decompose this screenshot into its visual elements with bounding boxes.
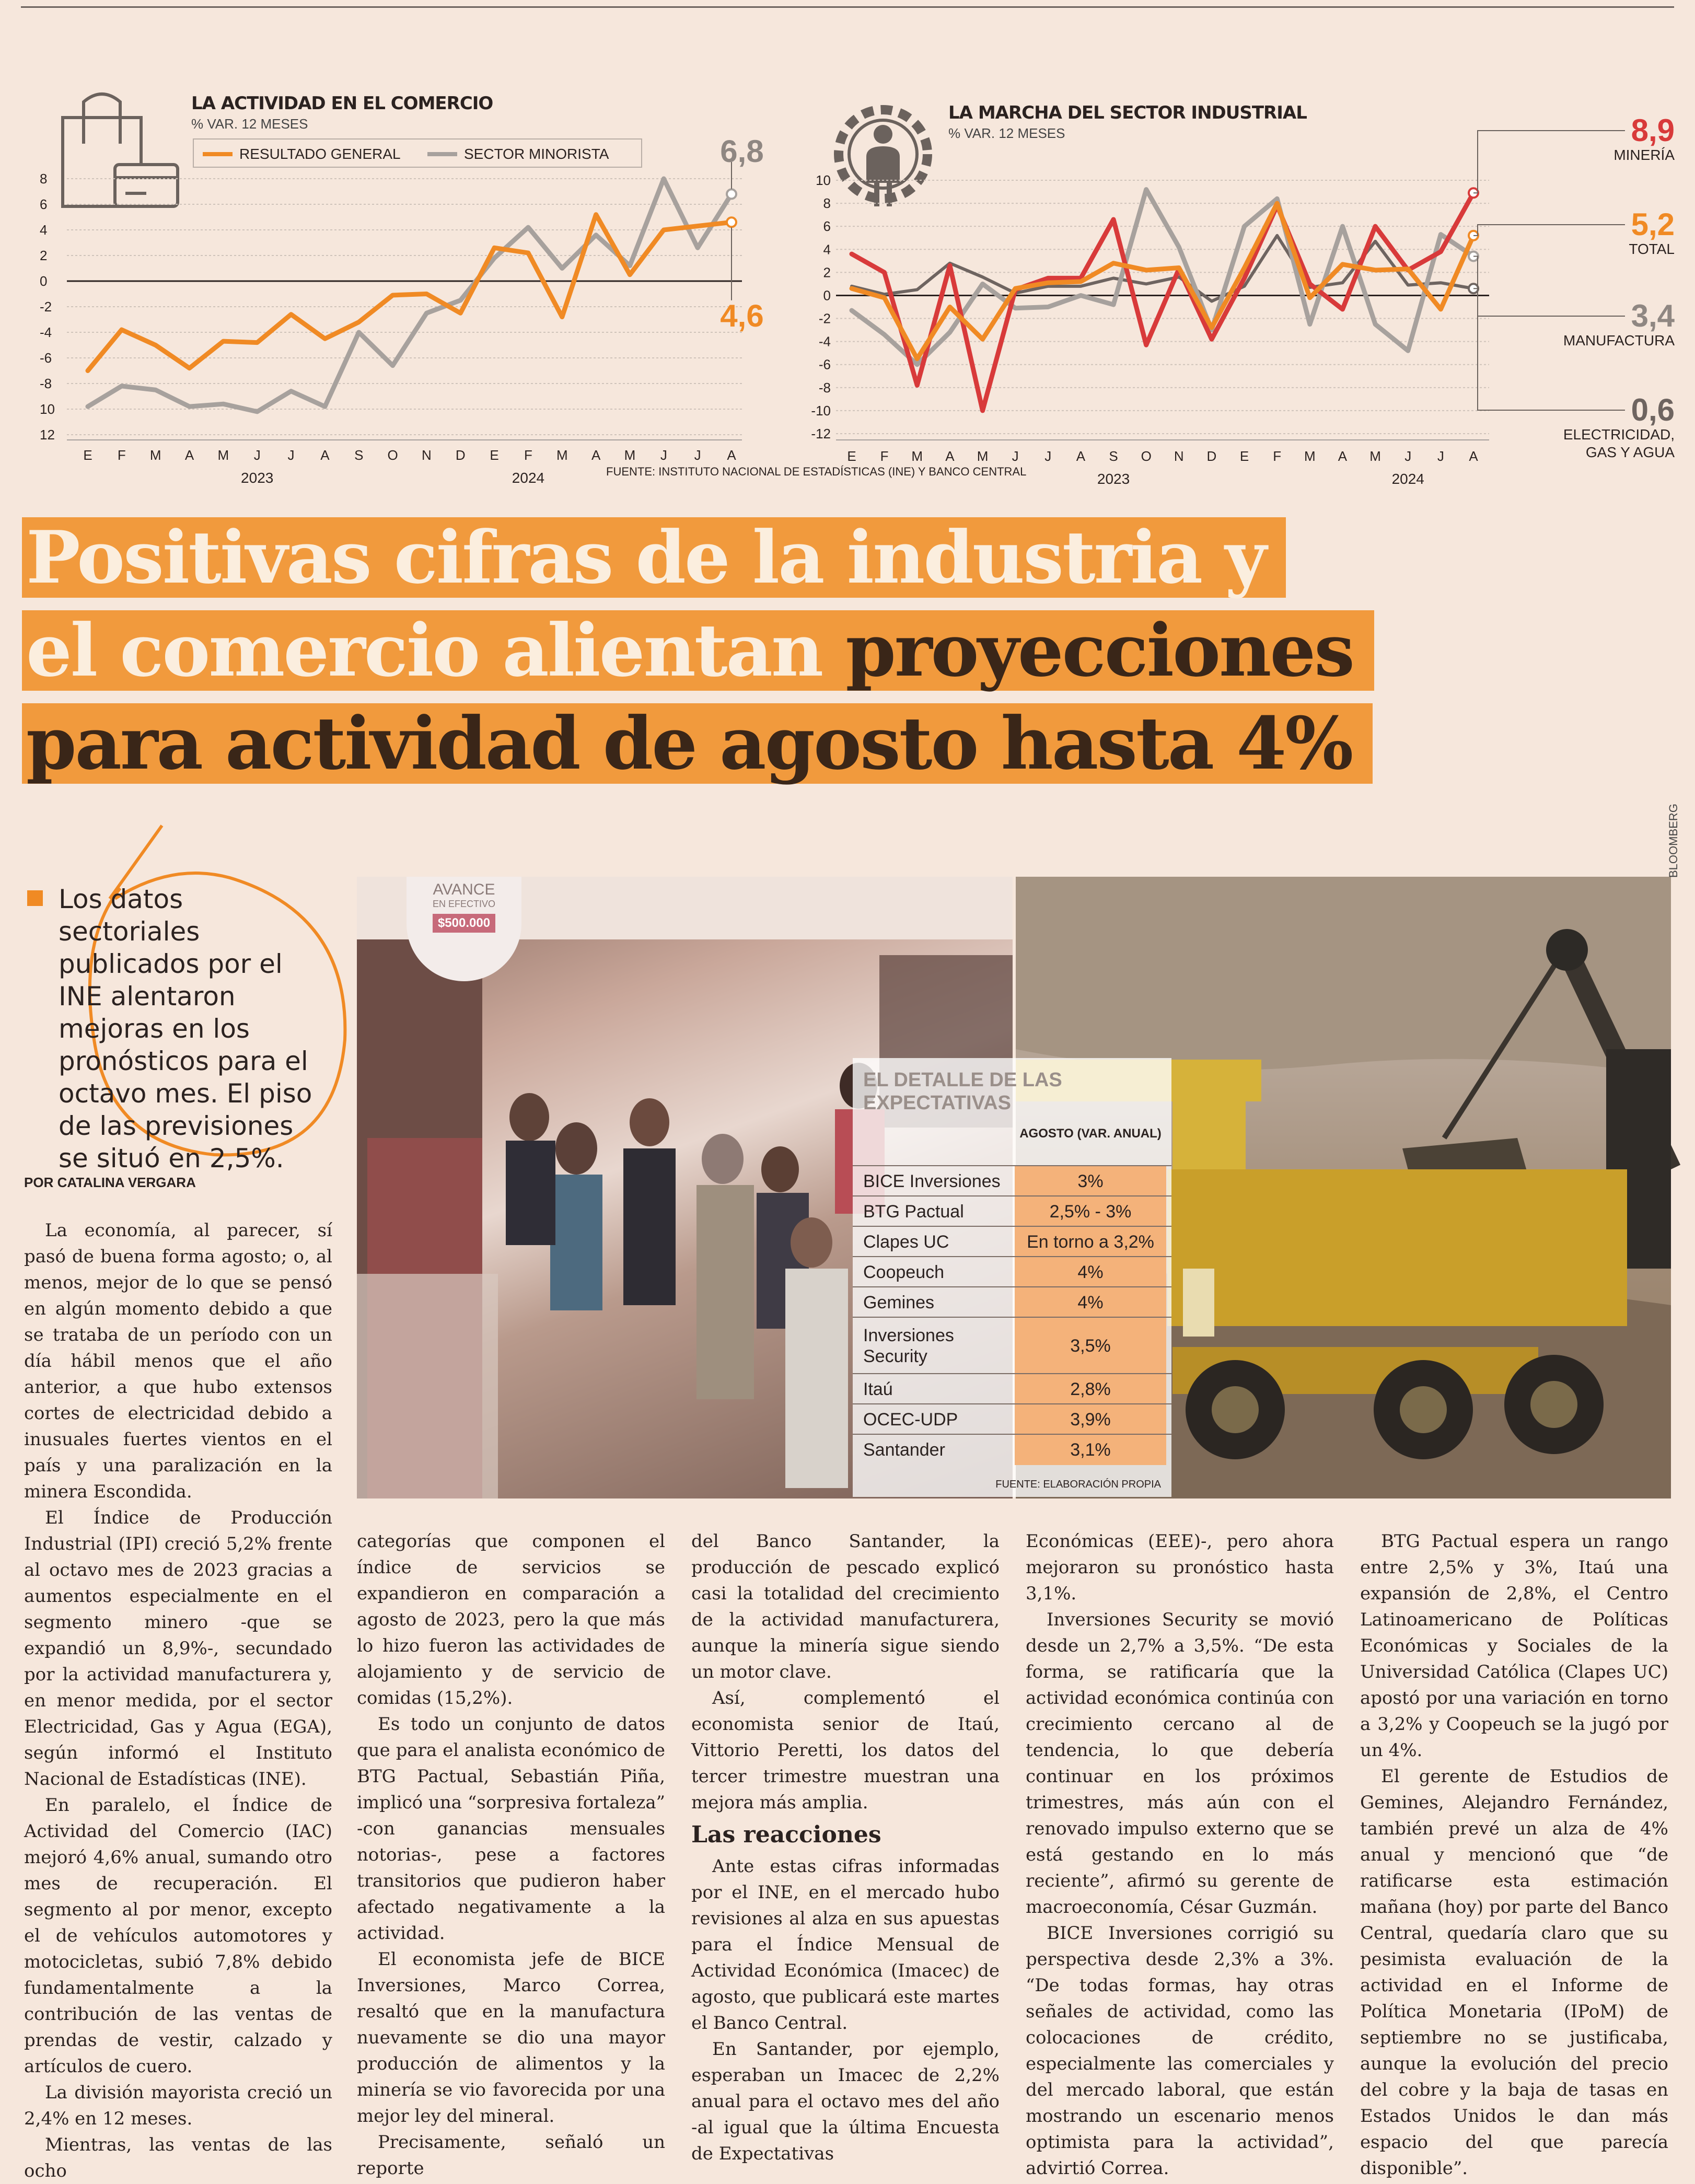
headline-line-2b: proyecciones bbox=[845, 608, 1353, 693]
y-tick-label: 6 bbox=[823, 218, 831, 235]
x-tick-label: E bbox=[490, 447, 499, 463]
y-tick-label: -8 bbox=[40, 376, 52, 391]
table-row-value: 2,8% bbox=[1015, 1374, 1166, 1404]
commerce-chart-subtitle: % VAR. 12 MESES bbox=[191, 116, 308, 132]
end-label-value-total: 5,2 bbox=[1631, 207, 1675, 242]
article-column-3 bbox=[691, 1528, 1000, 2167]
paragraph: Económicas (EEE)-, pero ahora mejoraron su pronóstico hasta 3,1%. bbox=[1026, 1531, 1334, 1604]
x-tick-label: D bbox=[1206, 448, 1217, 464]
y-tick-label: -10 bbox=[811, 402, 831, 419]
industry-chart-title: LA MARCHA DEL SECTOR INDUSTRIAL bbox=[948, 102, 1307, 123]
legend-label-minorista: SECTOR MINORISTA bbox=[464, 146, 609, 162]
table-row-value: 3,5% bbox=[1015, 1318, 1166, 1374]
end-label-value-mineria: 8,9 bbox=[1631, 113, 1675, 148]
table-row bbox=[853, 1434, 1171, 1465]
paragraph: Es todo un conjunto de datos que para el analista económico de BTG Pactual, Sebastián Piña, implicó una “sorpresiva fortaleza” -con ganancias mensuales notorias-, pese a factores transitorios que pudieron haber afectado negativamente a la actividad. bbox=[357, 1714, 665, 1944]
x-tick-label: A bbox=[1338, 448, 1348, 464]
article-column-4 bbox=[1026, 1528, 1334, 2181]
year-label: 2024 bbox=[512, 470, 545, 486]
end-label-connector bbox=[1473, 131, 1625, 193]
x-tick-label: A bbox=[591, 447, 601, 463]
year-label: 2023 bbox=[1097, 471, 1130, 487]
end-label-name-electricidad-2: GAS Y AGUA bbox=[1585, 444, 1675, 460]
table-row-name: BICE Inversiones bbox=[863, 1171, 1001, 1191]
y-tick-label: -2 bbox=[818, 310, 831, 327]
table-row-value: 2,5% - 3% bbox=[1015, 1196, 1166, 1227]
table-column-header: AGOSTO (VAR. ANUAL) bbox=[1019, 1126, 1162, 1141]
end-label-connector bbox=[1473, 257, 1625, 317]
paragraph: El Índice de Producción Industrial (IPI) creció 5,2% frente al octavo mes de 2023 gracias a aumentos especialmente en el segmento minero -que se expandió un 8,9%-, secundado por la actividad manufacturera y, en menor medida, por el sector Electricidad, Gas y Agua (EGA), según informó el Instituto Nacional de Estadísticas (INE). bbox=[24, 1507, 332, 1790]
y-tick-label: 2 bbox=[823, 264, 831, 281]
year-label: 2024 bbox=[1391, 471, 1424, 487]
paragraph: Mientras, las ventas de las ocho bbox=[24, 2134, 332, 2181]
table-row-name: Coopeuch bbox=[863, 1262, 945, 1282]
x-tick-label: A bbox=[727, 447, 736, 463]
y-tick-label: 12 bbox=[40, 427, 55, 443]
x-tick-label: A bbox=[1469, 448, 1478, 464]
table-row-name: Gemines bbox=[863, 1293, 935, 1312]
x-tick-label: A bbox=[1076, 448, 1086, 464]
table-row-name: Santander bbox=[863, 1440, 945, 1460]
end-label-name-mineria: MINERÍA bbox=[1613, 147, 1675, 163]
table-row-value: 4% bbox=[1015, 1257, 1166, 1287]
paragraph: BTG Pactual espera un rango entre 2,5% y 3%, Itaú una expansión de 2,8%, el Centro Latinoamericano de Políticas Económicas y Sociales de la Universidad Católica (Clapes UC) apostó por una variación en torno a 3,2% y Coopeuch se la jugó por un 4%. bbox=[1360, 1531, 1668, 1761]
x-tick-label: J bbox=[1012, 448, 1019, 464]
x-tick-label: E bbox=[83, 447, 92, 463]
store-sign-line-1: AVANCE bbox=[433, 881, 495, 898]
paragraph: En paralelo, el Índice de Actividad del Comercio (IAC) mejoró 4,6% anual, sumando otro mes de recuperación. El segmento al por menor, excepto el de vehículos automotores y motocicletas, subió 7,8% debido fundamentalmente a la contribución de las ventas de prendas de vestir, calzado y artículos de cuero. bbox=[24, 1795, 332, 2077]
paragraph: El economista jefe de BICE Inversiones, Marco Correa, resaltó que en la manufactura nuevamente se dio una mayor producción de alimentos y la minería se vio favorecida por una mejor ley del mineral. bbox=[357, 1949, 665, 2127]
commerce-chart-title: LA ACTIVIDAD EN EL COMERCIO bbox=[191, 93, 493, 114]
table-row bbox=[853, 1373, 1171, 1404]
x-tick-label: M bbox=[556, 447, 568, 463]
paragraph: Así, complementó el economista senior de Itaú, Vittorio Peretti, los datos del tercer trimestre muestran una mejora más amplia. bbox=[691, 1688, 1000, 1813]
table-row-name: Clapes UC bbox=[863, 1232, 949, 1252]
lead-bullet-square bbox=[27, 890, 43, 906]
legend-label-general: RESULTADO GENERAL bbox=[239, 146, 401, 162]
x-tick-label: J bbox=[1404, 448, 1412, 464]
y-tick-label: 4 bbox=[40, 222, 48, 238]
store-sign-line-2: EN EFECTIVO bbox=[432, 899, 495, 909]
y-tick-label: 8 bbox=[40, 171, 48, 187]
paragraph: BICE Inversiones corrigió su perspectiva desde 2,3% a 3%. “De todas formas, hay otras señales de actividad, como las colocaciones de crédito, especialmente las comerciales y del mercado laboral, que están mostrando un escenario menos optimista para la actividad”, advirtió Correa. bbox=[1026, 1923, 1334, 2179]
x-tick-label: O bbox=[387, 447, 398, 463]
table-row bbox=[853, 1286, 1171, 1318]
paragraph: La división mayorista creció un 2,4% en 12 meses. bbox=[24, 2082, 332, 2129]
y-tick-label: 8 bbox=[823, 195, 831, 212]
end-label-name-electricidad: ELECTRICIDAD, bbox=[1563, 426, 1675, 443]
y-tick-label: 4 bbox=[823, 241, 831, 258]
x-tick-label: M bbox=[149, 447, 161, 463]
x-tick-label: A bbox=[320, 447, 330, 463]
end-label-name-total: TOTAL bbox=[1629, 241, 1675, 257]
article-column-1 bbox=[24, 1217, 332, 2184]
y-tick-label: -6 bbox=[818, 356, 831, 373]
paragraph: Precisamente, señaló un reporte bbox=[357, 2132, 665, 2179]
x-tick-label: O bbox=[1141, 448, 1152, 464]
x-tick-label: J bbox=[253, 447, 261, 463]
paragraph: Inversiones Security se movió desde un 2,7% a 3,5%. “De esta forma, se ratificaría que la actividad económica continúa con crecimiento cercano al de tendencia, lo que debería continuar en los próximos trimestres, más aún con el renovado impulso externo que se está gestando en lo más reciente”, afirmó su gerente de macroeconomía, César Guzmán. bbox=[1026, 1609, 1334, 1918]
series-end-point bbox=[727, 217, 736, 227]
table-row-value: 3,1% bbox=[1015, 1435, 1166, 1465]
table-row-name: Itaú bbox=[863, 1379, 893, 1399]
table-source: FUENTE: ELABORACIÓN PROPIA bbox=[995, 1479, 1161, 1490]
x-tick-label: S bbox=[1109, 448, 1118, 464]
x-tick-label: M bbox=[1369, 448, 1381, 464]
paragraph: Ante estas cifras informadas por el INE, en el mercado hubo revisiones al alza en sus apuestas para el Índice Mensual de Actividad Económica (Imacec) de agosto, que publicará este martes el Banco Central. bbox=[691, 1856, 1000, 2034]
end-label-connector bbox=[1473, 225, 1625, 236]
chart-source: FUENTE: INSTITUTO NACIONAL DE ESTADÍSTICAS (INE) Y BANCO CENTRAL bbox=[606, 465, 1027, 478]
paragraph: La economía, al parecer, sí pasó de buena forma agosto; o, al menos, mejor de lo que se pensó en algún momento debido a que se trataba de un período con un día hábil menos que el año anterior, a que hubo extensos cortes de electricidad debido a inusuales fuertes vientos en el país y una paralización en la minera Escondida. bbox=[24, 1220, 332, 1502]
x-tick-label: J bbox=[1437, 448, 1444, 464]
x-tick-label: D bbox=[455, 447, 466, 463]
table-title: EL DETALLE DE LAS EXPECTATIVAS bbox=[863, 1069, 1062, 1114]
x-tick-label: M bbox=[217, 447, 229, 463]
headline-line-2a: el comercio alientan bbox=[26, 608, 846, 693]
headline-line-1: Positivas cifras de la industria y bbox=[22, 517, 1286, 598]
headline bbox=[22, 517, 1433, 796]
x-tick-label: E bbox=[1239, 448, 1249, 464]
paragraph: En Santander, por ejemplo, esperaban un Imacec de 2,2% anual para el octavo mes del año -al igual que la última Encuesta de Expectativas bbox=[691, 2039, 1000, 2164]
table-row-name: Inversiones Security bbox=[863, 1326, 954, 1366]
x-tick-label: F bbox=[1273, 448, 1282, 464]
table-row-value: En torno a 3,2% bbox=[1015, 1227, 1166, 1257]
table-row bbox=[853, 1195, 1171, 1227]
end-label-value-manufactura: 3,4 bbox=[1631, 298, 1675, 333]
table-row bbox=[853, 1165, 1171, 1196]
lead-text: Los datos sectoriales publicados por el INE alentaron mejoras en los pronósticos para el octavo mes. El piso de las previsiones se situó en 2,5%. bbox=[59, 884, 312, 1174]
x-tick-label: A bbox=[945, 448, 955, 464]
x-tick-label: J bbox=[660, 447, 667, 463]
y-tick-label: -6 bbox=[40, 350, 52, 366]
y-tick-label: 0 bbox=[40, 273, 48, 289]
commerce-chart bbox=[21, 131, 789, 486]
x-tick-label: F bbox=[524, 447, 532, 463]
x-tick-label: M bbox=[977, 448, 989, 464]
table-row bbox=[853, 1256, 1171, 1287]
industry-chart-subtitle: % VAR. 12 MESES bbox=[948, 125, 1065, 141]
table-row-value: 3% bbox=[1015, 1166, 1166, 1196]
x-tick-label: J bbox=[287, 447, 295, 463]
top-rule bbox=[21, 6, 1674, 8]
y-tick-label: 2 bbox=[40, 248, 48, 263]
y-tick-label: -2 bbox=[40, 299, 52, 315]
article-column-2 bbox=[357, 1528, 665, 2181]
article-column-5 bbox=[1360, 1528, 1668, 2181]
x-tick-label: J bbox=[1044, 448, 1052, 464]
year-label: 2023 bbox=[241, 470, 274, 486]
series-end-point bbox=[727, 189, 736, 199]
x-tick-label: N bbox=[422, 447, 432, 463]
table-row-value: 4% bbox=[1015, 1287, 1166, 1318]
x-tick-label: F bbox=[880, 448, 889, 464]
end-label-value-electricidad: 0,6 bbox=[1631, 392, 1675, 427]
y-tick-label: -4 bbox=[818, 333, 831, 350]
x-tick-label: M bbox=[1304, 448, 1316, 464]
paragraph: El gerente de Estudios de Gemines, Alejandro Fernández, también prevé un alza de 4% anual y mencionó que “de ratificarse esta estimación mañana (hoy) por parte del Banco Central, quedaría claro que su pesimista evaluación de la actividad en el Informe de Política Monetaria (IPoM) de septiembre no se justificaba, aunque la evolución del precio del cobre y la baja de tasas en Estados Unidos le dan más espacio del que parecía disponible”. bbox=[1360, 1766, 1668, 2179]
x-tick-label: N bbox=[1174, 448, 1184, 464]
x-tick-label: E bbox=[847, 448, 856, 464]
table-row-name: OCEC-UDP bbox=[863, 1410, 958, 1430]
end-label-minorista: 6,8 bbox=[720, 134, 764, 169]
x-tick-label: M bbox=[624, 447, 636, 463]
series-line-mineria bbox=[852, 193, 1473, 411]
x-tick-label: J bbox=[694, 447, 701, 463]
end-label-name-manufactura: MANUFACTURA bbox=[1563, 332, 1675, 348]
y-tick-label: 6 bbox=[40, 196, 48, 212]
table-row bbox=[853, 1226, 1171, 1257]
x-tick-label: S bbox=[354, 447, 364, 463]
y-tick-label: -4 bbox=[40, 324, 52, 340]
paragraph: categorías que componen el índice de servicios se expandieron en comparación a agosto de 2023, pero la que más lo hizo fueron las actividades de alojamiento y de servicio de comidas (15,2%). bbox=[357, 1531, 665, 1709]
y-tick-label: -8 bbox=[818, 379, 831, 396]
photo-credit: BLOOMBERG bbox=[1667, 804, 1680, 878]
x-tick-label: F bbox=[117, 447, 126, 463]
table-row bbox=[853, 1403, 1171, 1435]
paragraph: del Banco Santander, la producción de pescado explicó casi la totalidad del crecimiento de la actividad manufacturera, aunque la minería sigue siendo un motor clave. bbox=[691, 1531, 1000, 1682]
store-sign-amount: $500.000 bbox=[433, 914, 495, 933]
x-tick-label: M bbox=[911, 448, 923, 464]
table-row-value: 3,9% bbox=[1015, 1404, 1166, 1435]
end-label-connector bbox=[1473, 288, 1625, 410]
y-tick-label: 10 bbox=[40, 401, 55, 417]
y-tick-label: 0 bbox=[823, 287, 831, 304]
x-tick-label: A bbox=[184, 447, 194, 463]
end-label-general: 4,6 bbox=[720, 298, 764, 333]
table-row bbox=[853, 1317, 1171, 1374]
headline-line-3: para actividad de agosto hasta 4% bbox=[22, 703, 1373, 784]
series-line-resultado-general bbox=[88, 215, 732, 371]
table-row-name: BTG Pactual bbox=[863, 1202, 964, 1222]
byline: POR CATALINA VERGARA bbox=[24, 1175, 196, 1190]
expectations-table bbox=[853, 1058, 1171, 1497]
y-tick-label: -12 bbox=[811, 426, 831, 442]
section-heading: Las reacciones bbox=[691, 1821, 881, 1848]
industry-chart bbox=[606, 113, 1677, 491]
y-tick-label: 10 bbox=[816, 172, 831, 188]
